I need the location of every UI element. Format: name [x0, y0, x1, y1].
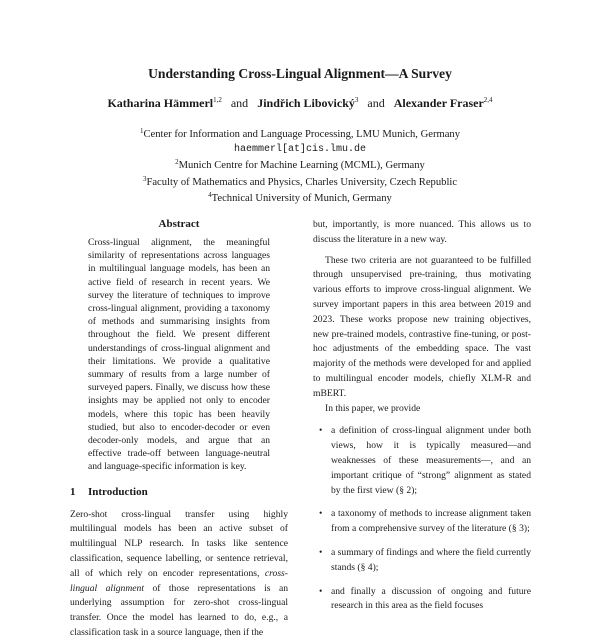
author-email — [0, 142, 600, 157]
author-separator: and — [230, 96, 249, 110]
section-heading-introduction — [70, 486, 288, 498]
bullet-icon: • — [319, 508, 323, 520]
left-column — [70, 218, 288, 641]
author-name: Katharina Hämmerl — [107, 96, 214, 110]
affiliation-line — [0, 125, 600, 142]
paragraph-motivation: These two criteria are not guaranteed to be fulfilled through unsupervised pre-training, thus motivating various efforts to improve cross-lingual alignment. We survey important papers in this area between 2019 and 2023. These works propose new training objectives, new pre-trained models, contrastive fine-tuning, or post-hoc adjustments of the embedding space. The vast majority of the methods were developed for and applied to multilingual encoder models, chiefly XLM-R and mBERT. — [313, 254, 531, 399]
paragraph-contributions-lead: In this paper, we provide — [325, 402, 421, 414]
affiliation-line — [0, 173, 600, 190]
affiliation-sup: 1 — [139, 127, 144, 135]
author-separator: and — [367, 96, 385, 110]
bullet-icon: • — [319, 585, 323, 597]
affiliation-sup: 4 — [208, 191, 212, 200]
affiliation-sup: 2 — [175, 158, 179, 167]
affiliations-block — [0, 125, 600, 206]
author-affiliation-sup: 3 — [354, 96, 359, 104]
abstract-heading: Abstract — [158, 218, 200, 230]
author-name: Alexander Fraser — [393, 96, 484, 110]
introduction-paragraph — [70, 508, 288, 641]
bullet-icon: • — [319, 546, 323, 558]
section-title: Introduction — [88, 485, 148, 498]
affiliation-text: Munich Centre for Machine Learning (MCML), Germany — [178, 160, 425, 172]
affiliation-text: Technical University of Munich, Germany — [211, 193, 392, 205]
affiliation-line — [0, 189, 600, 206]
list-item — [313, 546, 531, 576]
author-line — [0, 96, 600, 111]
paragraph-continued: but, importantly, is more nuanced. This allows us to discuss the literature in a new way. — [313, 219, 531, 245]
list-item-text: a taxonomy of methods to increase alignment taken from a comprehensive survey of the literature (§ 3); — [331, 508, 531, 535]
author-affiliation-sup: 1,2 — [213, 96, 222, 104]
abstract-text: Cross-lingual alignment, the meaningful similarity of representations across languages in multilingual language models, has been an active field of research in recent years. We survey the literature of techniques to improve cross-lingual alignment, providing a taxonomy of methods and summarising insights from throughout the field. We present different understandings of cross-lingual alignment and their limitations. We provide a qualitative summary of results from a large number of surveyed papers. Finally, we discuss how these insights may be applied not only to encoder models, where this topic has been heavily studied, but also to encoder-decoder or even decoder-only models, and argue that an effective trade-off between language-neutral and language-specific information is key. — [88, 237, 270, 473]
affiliation-sup: 3 — [142, 174, 147, 183]
list-item — [313, 424, 531, 498]
intro-text-part: Zero-shot cross-lingual transfer using highly multilingual models has been an active subset of multilingual NLP research. In tasks like sentence classification, sequence labelling, or sentence retrieval, all of which rely on encoder representations, — [70, 508, 288, 579]
section-number: 1 — [70, 485, 76, 498]
affiliation-text: Faculty of Mathematics and Physics, Charles University, Czech Republic — [146, 176, 458, 188]
contributions-list — [313, 424, 531, 614]
affiliation-line — [0, 156, 600, 173]
list-item — [313, 585, 531, 615]
paper-title: Understanding Cross-Lingual Alignment—A Survey — [148, 66, 452, 81]
author-affiliation-sup: 2,4 — [483, 96, 493, 104]
list-item-text: a summary of findings and where the field currently stands (§ 4); — [331, 546, 531, 573]
email-text: haemmerl[at]cis.lmu.de — [233, 143, 367, 155]
author-name: Jindřich Libovický — [257, 96, 355, 110]
bullet-icon: • — [319, 425, 323, 437]
intro-italic-term: cross-lingual alignment — [70, 567, 288, 594]
list-item — [313, 507, 531, 537]
right-column — [313, 218, 531, 623]
intro-text-part: of those representations is an underlying assumption for zero-shot cross-lingual transfer. Once the model has learned to do, e.g., a classification task in a source language, then if the — [70, 582, 288, 639]
list-item-text: and finally a discussion of ongoing and future research in this area as the field focuses — [331, 585, 531, 612]
affiliation-text: Center for Information and Language Processing, LMU Munich, Germany — [143, 129, 461, 140]
list-item-text: a definition of cross-lingual alignment under both views, how it is typically measured—and weaknesses of these measurements—, and an important critique of “strong” alignment as stated by the first view (§ 2); — [331, 425, 531, 496]
